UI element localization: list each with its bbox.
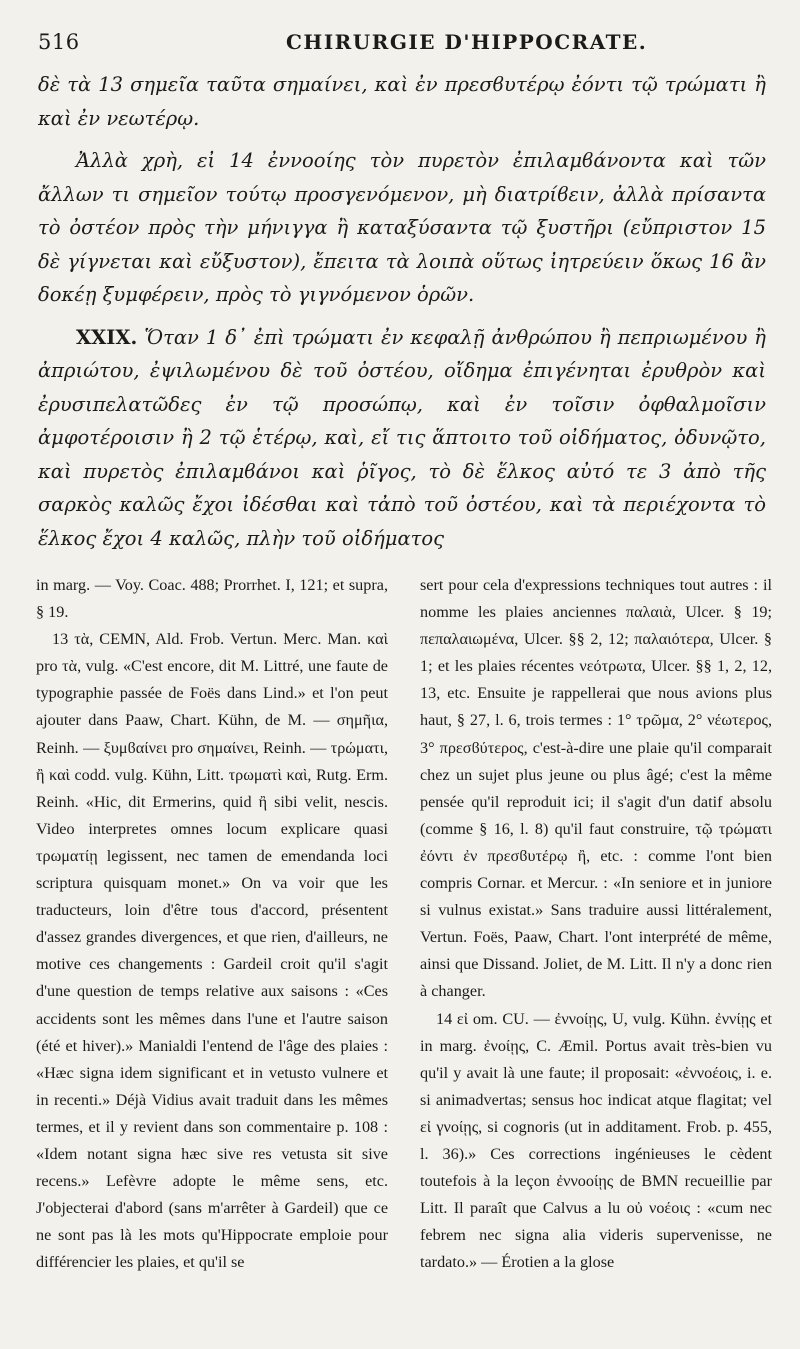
notes-column-right xyxy=(420,572,772,1276)
greek-paragraph-3 xyxy=(38,321,766,556)
note-left-2: 13 τὰ, CEMN, Ald. Frob. Vertun. Merc. Man. καὶ pro τὰ, vulg. «C'est encore, dit M. Littré, une faute de typographie passée de Foës dans Lind.» et l'on peut ajouter dans Paaw, Chart. Kühn, de M. — σημῆια, Reinh. — ξυμϐαίνει pro σημαίνει, Reinh. — τρώματι, ἢ καὶ codd. vulg. Kühn, Litt. τρωματὶ καὶ, Rutg. Erm. Reinh. «Hic, dit Ermerins, quid ἢ sibi velit, nescis. Video interpretes omnes locum explicare quasi τρωματίῃ legissent, nec tamen de emendanda loci scriptura quisquam monet.» On va voir que les traducteurs, loin d'être tous d'accord, présentent d'assez grandes divergences, et que rien, d'ailleurs, ne motive ces changements : Gardeil croit qu'il s'agit d'une question de temps relative aux saisons : «Ces accidents sont les mêmes dans l'une et l'autre saison (été et hiver).» Manialdi l'entend de l'âge des plaies : «Hæc signa idem significant et in vetusto vulnere et in recenti.» Déjà Vidius avait traduit dans les mêmes termes, et il y revient dans son commentaire p. 108 : «Idem notant signa hæc sive res vetusta sit sive recens.» Lefèvre adopte le même sens, etc. J'objecterai d'abord (sans m'arrêter à Gardeil) que ce ne sont pas là les mots qu'Hippocrate emploie pour différencier les plaies, et qu'il se xyxy=(36,630,388,1272)
note-right-1: sert pour cela d'expressions techniques tout autres : il nomme les plaies anciennes παλαιὰ, Ulcer. § 19; πεπαλαιωμένα, Ulcer. §§ 2, 12; παλαιότερα, Ulcer. § 1; et les plaies récentes νεότρωτα, Ulcer. §§ 1, 2, 12, 13, etc. Ensuite je rappellerai que nous avions plus haut, § 27, l. 6, trois termes : 1° τρῶμα, 2° νέωτερος, 3° πρεσϐύτερος, c'est-à-dire une plaie qu'il comparait chez un sujet plus jeune ou plus âgé; c'est la même pensée qu'il reproduit ici; il s'agit d'un datif absolu (comme § 16, l. 8) qu'il faut construire, τῷ τρώματι ἐόντι ἐν πρεσϐυτέρῳ ἢ, etc. : comme l'ont bien compris Cornar. et Mercur. : «In seniore et in juniore si vulnus existat.» Sans traduire aussi littéralement, Vertun. Foës, Paaw, Chart. l'ont interprété de même, ainsi que Dissand. Joliet, de M. Litt. Il n'y a donc rien à changer. xyxy=(420,576,772,1001)
greek-paragraph-2: Ἀλλὰ χρὴ, εἰ 14 ἐννοοίης τὸν πυρετὸν ἐπιλαμϐάνοντα καὶ τῶν ἄλλων τι σημεῖον τούτῳ προσγενόμενον, μὴ διατρίϐειν, ἀλλὰ πρίσαντα τὸ ὀστέον πρὸς τὴν μήνιγγα ἢ καταξύσαντα τῷ ξυστῆρι (εὔπριστον 15 δὲ γίγνεται καὶ εὔξυστον), ἔπειτα τὰ λοιπὰ οὕτως ἰητρεύειν ὅκως 16 ἂν δοκέῃ ξυμφέρειν, πρὸς τὸ γιγνόμενον ὁρῶν. xyxy=(38,149,766,306)
note-right-2: 14 εἰ om. CU. — ἐννοίῃς, U, vulg. Kühn. ἐννίῃς et in marg. ἐνοίῃς, C. Æmil. Portus avait très-bien vu qu'il y avait là une faute; il proposait: «ἐννοέοις, i. e. si animadvertas; sensus hoc indicat atque flagitat; vel εἰ γνοίῃς, si cognoris (ut in additament. Frob. p. 455, l. 36).» Ces corrections ingénieuses le cèdent toutefois à la leçon ἐννοοίῃς de BMN recueillie par Litt. Il paraît que Calvus a lu οὐ νοέοις : «cum nec febrem nec signa alia videris supervenisse, ne tardato.» — Érotien a la glose xyxy=(420,1009,772,1272)
note-left-1: in marg. — Voy. Coac. 488; Prorrhet. I, 121; et supra, § 19. xyxy=(36,576,388,622)
greek-paragraph-3-text: Ὅταν 1 δ᾽ ἐπὶ τρώματι ἐν κεφαλῇ ἀνθρώπου ἢ πεπριωμένου ἢ ἀπριώτου, ἐψιλωμένου δὲ τοῦ ὀστέου, οἴδημα ἐπιγένηται ἐρυθρὸν καὶ ἐρυσιπελατῶδες ἐν τῷ προσώπῳ, καὶ ἐν τοῖσιν ὀφθαλμοῖσιν ἀμφοτέροισιν ἢ 2 τῷ ἑτέρῳ, καὶ, εἴ τις ἅπτοιτο τοῦ οἰδήματος, ὀδυνῷτο, καὶ πυρετὸς ἐπιλαμϐάνοι καὶ ῥῖγος, τὸ δὲ ἕλκος αὐτό τε 3 ἀπὸ τῆς σαρκὸς καλῶς ἔχοι ἰδέσθαι καὶ τἀπὸ τοῦ ὀστέου, καὶ τὰ περιέχοντα τὸ ἕλκος ἔχοι 4 καλῶς, πλὴν τοῦ οἰδήματος xyxy=(38,325,766,550)
section-number: XXIX. xyxy=(76,325,138,349)
page-header xyxy=(38,30,770,60)
running-title: CHIRURGIE D'HIPPOCRATE. xyxy=(286,30,648,54)
greek-paragraph-1: δὲ τὰ 13 σημεῖα ταῦτα σημαίνει, καὶ ἐν πρεσϐυτέρῳ ἐόντι τῷ τρώματι ἢ καὶ ἐν νεωτέρῳ. xyxy=(38,73,766,130)
notes-column-left xyxy=(36,572,388,1276)
page-number: 516 xyxy=(38,30,80,54)
greek-text-block xyxy=(38,68,766,555)
